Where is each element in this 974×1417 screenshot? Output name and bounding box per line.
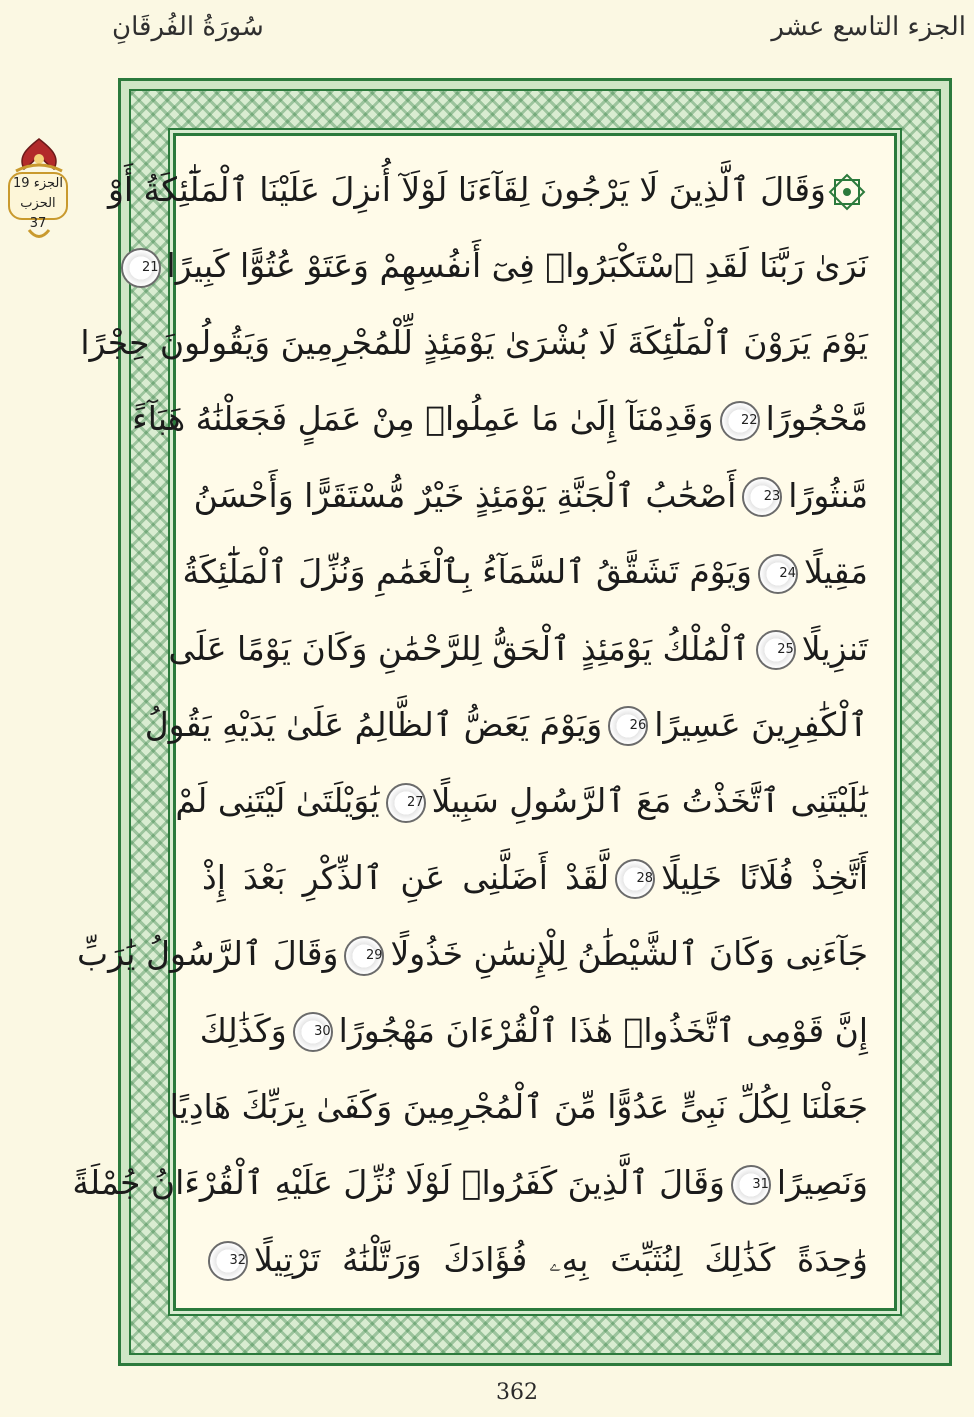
hizb-number: الحزب 37 [20,196,56,231]
rub-el-hizb-icon [826,177,868,207]
verse-text: وَقَدِمْنَآ إِلَىٰ مَا عَمِلُوا۟ مِنْ عَمَلٍ فَجَعَلْنَٰهُ هَبَآءً [132,399,714,439]
page-border-frame [72,78,952,1366]
verse-text: تَنزِيلًا [801,628,868,668]
verse-text: نَرَىٰ رَبَّنَا لَقَدِ ٱسْتَكْبَرُوا۟ فِىٓ أَنفُسِهِمْ وَعَتَوْ عُتُوًّا كَبِيرًا [166,246,868,286]
verse-text: لَّقَدْ أَضَلَّنِى عَنِ ٱلذِّكْرِ بَعْدَ إِذْ [202,857,610,897]
verse-line [169,1079,868,1135]
ayah-number-marker: 22 [720,401,760,441]
ayah-number-marker: 26 [608,706,648,746]
verse-line [107,162,868,218]
verse-text: وَٰحِدَةً كَذَٰلِكَ لِنُثَبِّتَ بِهِۦ فُؤَادَكَ وَرَتَّلْنَٰهُ تَرْتِيلًا [254,1239,868,1279]
ayah-number-marker: 27 [386,783,426,823]
quran-text-panel [72,133,897,1311]
verse-text: يَٰلَيْتَنِى ٱتَّخَذْتُ مَعَ ٱلرَّسُولِ سَبِيلًا [431,781,868,821]
verse-text: يَوْمَ يَرَوْنَ ٱلْمَلَٰٓئِكَةَ لَا بُشْرَىٰ يَوْمَئِذٍ لِّلْمُجْرِمِينَ وَيَقُولُونَ حِجْرًا [80,322,868,362]
verse-line [168,621,868,677]
verse-text: يَٰوَيْلَتَىٰ لَيْتَنِى لَمْ [175,781,380,821]
verse-text: أَتَّخِذْ فُلَانًا خَلِيلًا [661,857,869,897]
verse-text: وَيَوْمَ يَعَضُّ ٱلظَّالِمُ عَلَىٰ يَدَيْهِ يَقُولُ [144,704,603,744]
verse-line [175,773,868,829]
verse-text: مَّنثُورًا [788,475,868,515]
verse-text: وَكَذَٰلِكَ [199,1010,287,1050]
verse-text: جَآءَنِى وَكَانَ ٱلشَّيْطَٰنُ لِلْإِنسَٰنِ خَذُولًا [390,934,868,974]
verse-line [202,850,868,906]
verse-lines [72,162,869,1288]
juz-number: الجزء 19 [13,176,63,191]
ayah-number-marker: 25 [756,630,796,670]
verse-text: جَعَلْنَا لِكُلِّ نَبِىٍّ عَدُوًّا مِّنَ ٱلْمُجْرِمِينَ وَكَفَىٰ بِرَبِّكَ هَادِيًا [169,1087,868,1127]
verse-text: أَصْحَٰبُ ٱلْجَنَّةِ يَوْمَئِذٍ خَيْرٌ مُّسْتَقَرًّا وَأَحْسَنُ [193,475,737,515]
verse-line [80,315,868,371]
verse-text: مَّحْجُورًا [765,399,868,439]
verse-line [77,926,868,982]
verse-line [144,697,868,753]
verse-text: مَقِيلًا [803,552,868,592]
verse-text: وَقَالَ ٱلرَّسُولُ يَٰرَبِّ [77,934,339,974]
verse-line [141,238,868,294]
verse-text: ٱلْكَٰفِرِينَ عَسِيرًا [654,704,868,744]
ayah-number-marker: 29 [344,936,384,976]
ayah-number-marker: 28 [615,859,655,899]
verse-line [182,544,868,600]
ayah-number-marker: 24 [758,554,798,594]
ayah-number-marker: 21 [121,248,161,288]
juz-hizb-marker [8,172,68,231]
verse-line [199,1003,868,1059]
verse-text: وَقَالَ ٱلَّذِينَ لَا يَرْجُونَ لِقَآءَنَا لَوْلَآ أُنزِلَ عَلَيْنَا ٱلْمَلَٰٓئِكَةُ أَوْ [107,170,826,209]
ayah-number-marker: 31 [731,1165,771,1205]
ayah-number-marker: 32 [208,1241,248,1281]
verse-text: وَنَصِيرًا [776,1163,868,1203]
verse-line [132,391,868,447]
surah-name-header: سُورَةُ الفُرقَانِ [112,12,264,42]
juz-name-header: الجزء التاسع عشر [771,12,966,42]
verse-text: وَقَالَ ٱلَّذِينَ كَفَرُوا۟ لَوْلَا نُزِّلَ عَلَيْهِ ٱلْقُرْءَانُ جُمْلَةً [72,1163,725,1203]
ayah-number-marker: 23 [742,477,782,517]
ayah-number-marker: 30 [293,1012,333,1052]
verse-line [193,468,868,524]
verse-text: وَيَوْمَ تَشَقَّقُ ٱلسَّمَآءُ بِٱلْغَمَٰمِ وَنُزِّلَ ٱلْمَلَٰٓئِكَةُ [182,552,752,592]
verse-text: ٱلْمُلْكُ يَوْمَئِذٍ ٱلْحَقُّ لِلرَّحْمَٰنِ وَكَانَ يَوْمًا عَلَى [168,628,750,668]
verse-text: إِنَّ قَوْمِى ٱتَّخَذُوا۟ هَٰذَا ٱلْقُرْءَانَ مَهْجُورًا [338,1010,868,1050]
verse-line [202,1232,868,1288]
verse-line [72,1155,868,1211]
page-number: 362 [496,1380,538,1405]
